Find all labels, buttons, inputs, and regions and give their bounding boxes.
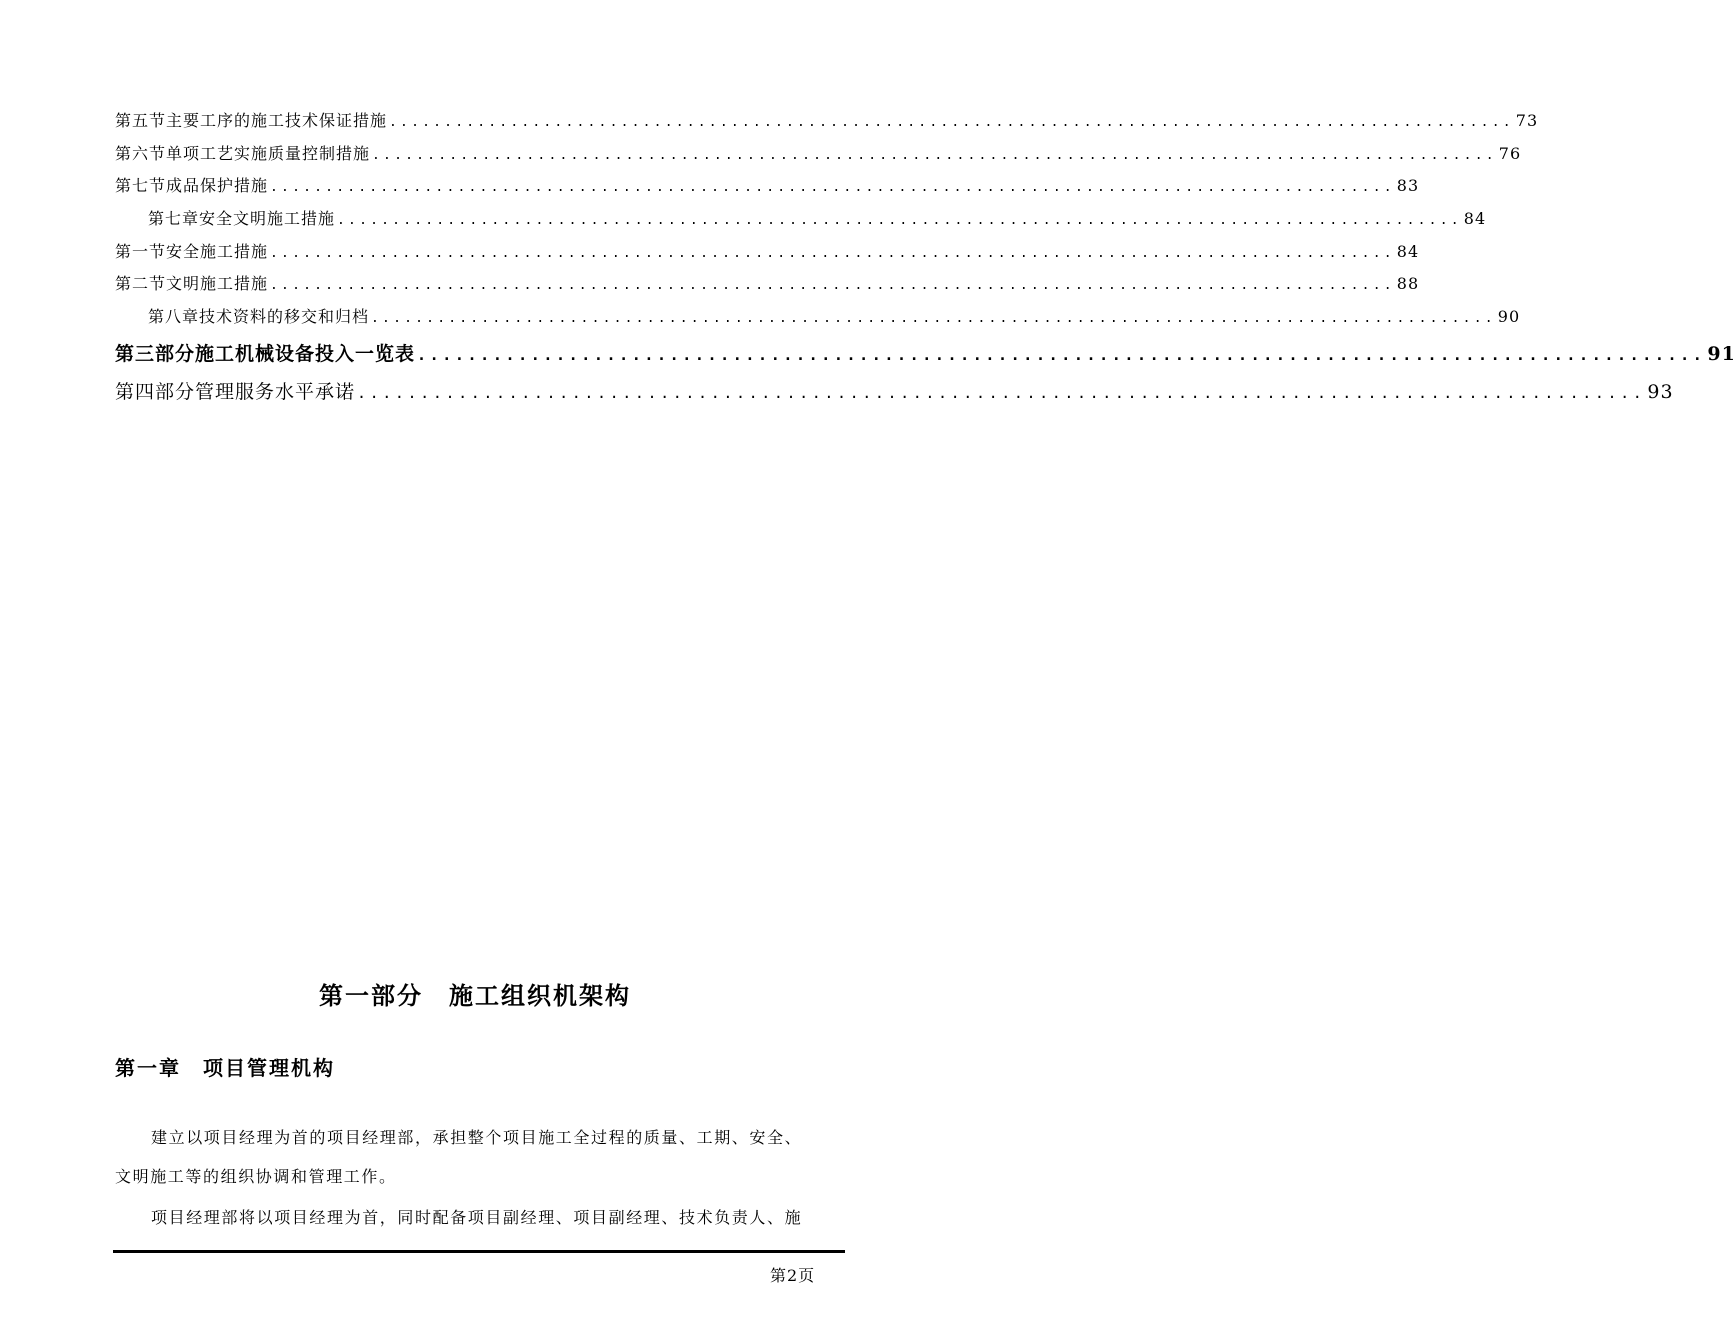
toc-entry-label: 第七章: [148, 209, 200, 229]
footer-divider: [113, 1250, 845, 1253]
toc-entry-label: 第七节: [115, 176, 167, 196]
toc-dot-leader: ......................................................................................................: [270, 245, 1395, 261]
toc-dot-leader: ......................................................................................................: [372, 147, 1497, 163]
toc-entry[interactable]: [115, 108, 1539, 141]
toc-entry-title: 单项工艺实施质量控制措施: [166, 143, 371, 163]
toc-entry-title: 文明施工措施: [166, 274, 269, 294]
toc-entry-page: 93: [1647, 380, 1674, 403]
toc-entry-page: 91: [1707, 342, 1736, 365]
toc-entry-title: 施工机械设备投入一览表: [195, 342, 416, 365]
body-paragraph-line: 文明施工等的组织协调和管理工作。: [115, 1167, 397, 1186]
toc-entry-title: 安全施工措施: [166, 241, 269, 261]
toc-entry-label: 第五节: [115, 111, 167, 130]
toc-entry-title: 技术资料的移交和归档: [199, 307, 370, 327]
toc-entry-title: 安全文明施工措施: [199, 209, 336, 229]
toc-entry-label: 第八章: [148, 307, 200, 327]
toc-dot-leader: ......................................................................................................: [389, 115, 1514, 130]
toc-entry-page: 83: [1396, 176, 1420, 196]
toc-entry-title: 成品保护措施: [166, 176, 269, 196]
body-paragraph-line: 项目经理部将以项目经理为首，同时配备项目副经理、项目副经理、技术负责人、施: [151, 1208, 803, 1227]
body-paragraph-line: 建立以项目经理为首的项目经理部，承担整个项目施工全过程的质量、工期、安全、: [151, 1128, 803, 1147]
part-heading: 第一部分 施工组织机架构: [319, 981, 631, 1010]
chapter-heading: 第一章 项目管理机构: [115, 1056, 335, 1080]
toc-dot-leader: ......................................................................................................: [337, 213, 1462, 229]
toc-entry[interactable]: [115, 239, 1420, 272]
toc-entry-label: 第四部分: [115, 380, 196, 403]
toc-entry[interactable]: [115, 141, 1522, 174]
toc-entry-page: 73: [1515, 111, 1539, 130]
toc-entry-page: 76: [1498, 143, 1522, 163]
toc-entry-label: 第一节: [115, 241, 167, 261]
toc-entry-title: 主要工序的施工技术保证措施: [166, 111, 388, 130]
toc-entry-part[interactable]: [115, 337, 1736, 375]
toc-dot-leader: ......................................................................................................: [270, 278, 1395, 294]
page-number: 第2页: [770, 1266, 816, 1285]
toc-entry-label: 第二节: [115, 274, 167, 294]
toc-entry-page: 88: [1396, 274, 1420, 294]
toc-dot-leader: ......................................................................................................: [371, 311, 1496, 327]
toc-entry-chapter[interactable]: [115, 206, 1487, 239]
table-of-contents: [115, 108, 1736, 413]
toc-dot-leader: ......................................................................................................: [357, 383, 1646, 402]
toc-entry-page: 84: [1396, 241, 1420, 261]
toc-entry-label: 第三部分: [115, 342, 196, 365]
toc-entry-page: 90: [1497, 307, 1521, 327]
toc-entry-page: 84: [1463, 209, 1487, 229]
toc-entry[interactable]: [115, 271, 1420, 304]
toc-dot-leader: ......................................................................................................: [270, 180, 1395, 196]
toc-dot-leader: ......................................................................................................: [417, 345, 1706, 364]
toc-entry-part[interactable]: [115, 375, 1674, 413]
toc-entry[interactable]: [115, 173, 1420, 206]
toc-entry-chapter[interactable]: [115, 304, 1521, 337]
toc-entry-label: 第六节: [115, 143, 167, 163]
toc-entry-title: 管理服务水平承诺: [195, 380, 356, 403]
